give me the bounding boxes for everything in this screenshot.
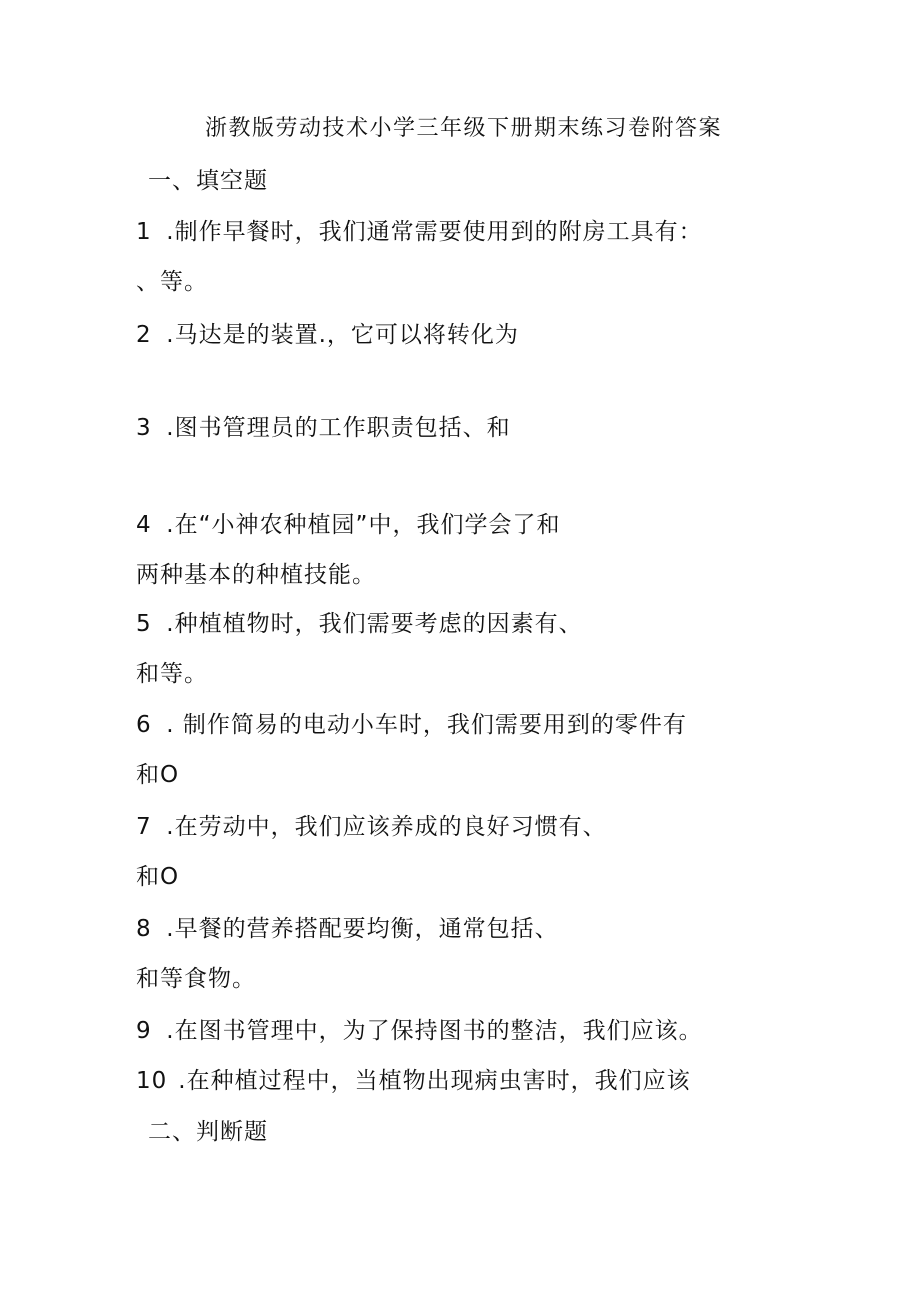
question-3 [136,413,511,443]
question-number: 9 [136,1018,152,1044]
question-text: . 制作简易的电动小车时，我们需要用到的零件有 [158,712,687,738]
question-text: .在种植过程中，当植物出现病虫害时，我们应该 [170,1068,691,1094]
question-text: .种植植物时，我们需要考虑的因素有、 [158,611,583,637]
question-6 [136,710,687,740]
question-number: 6 [136,712,152,738]
question-1 [136,217,703,247]
question-text: .在劳动中，我们应该养成的良好习惯有、 [158,814,607,840]
question-4 [136,510,560,540]
question-text: .马达是的装置.，它可以将转化为 [158,322,519,348]
question-10 [136,1066,691,1096]
section-heading-fill-blank: 一、填空题 [148,168,268,194]
question-number: 1 [136,219,152,245]
question-number: 5 [136,611,152,637]
question-text: .图书管理员的工作职责包括、和 [158,415,511,441]
question-6-continued: 和O [136,762,180,788]
question-text: .在“小神农种植园”中，我们学会了和 [158,512,561,538]
question-number: 8 [136,916,152,942]
question-number: 7 [136,814,152,840]
question-number: 10 [136,1068,168,1094]
question-4-continued: 两种基本的种植技能。 [136,562,376,588]
question-text: .制作早餐时，我们通常需要使用到的附房工具有： [158,219,703,245]
question-5 [136,609,583,639]
question-1-continued: 、等。 [136,269,208,295]
question-5-continued: 和等。 [136,661,208,687]
question-number: 2 [136,322,152,348]
question-number: 3 [136,415,152,441]
question-2 [136,320,519,350]
page-title: 浙教版劳动技术小学三年级下册期末练习卷附答案 [205,116,723,141]
question-9 [136,1016,703,1046]
question-text: .早餐的营养搭配要均衡，通常包括、 [158,916,559,942]
question-7-continued: 和O [136,864,180,890]
question-text: .在图书管理中，为了保持图书的整洁，我们应该。 [158,1018,703,1044]
section-heading-true-false: 二、判断题 [148,1119,268,1145]
question-8 [136,914,559,944]
question-8-continued: 和等食物。 [136,966,256,992]
question-7 [136,812,607,842]
question-number: 4 [136,512,152,538]
